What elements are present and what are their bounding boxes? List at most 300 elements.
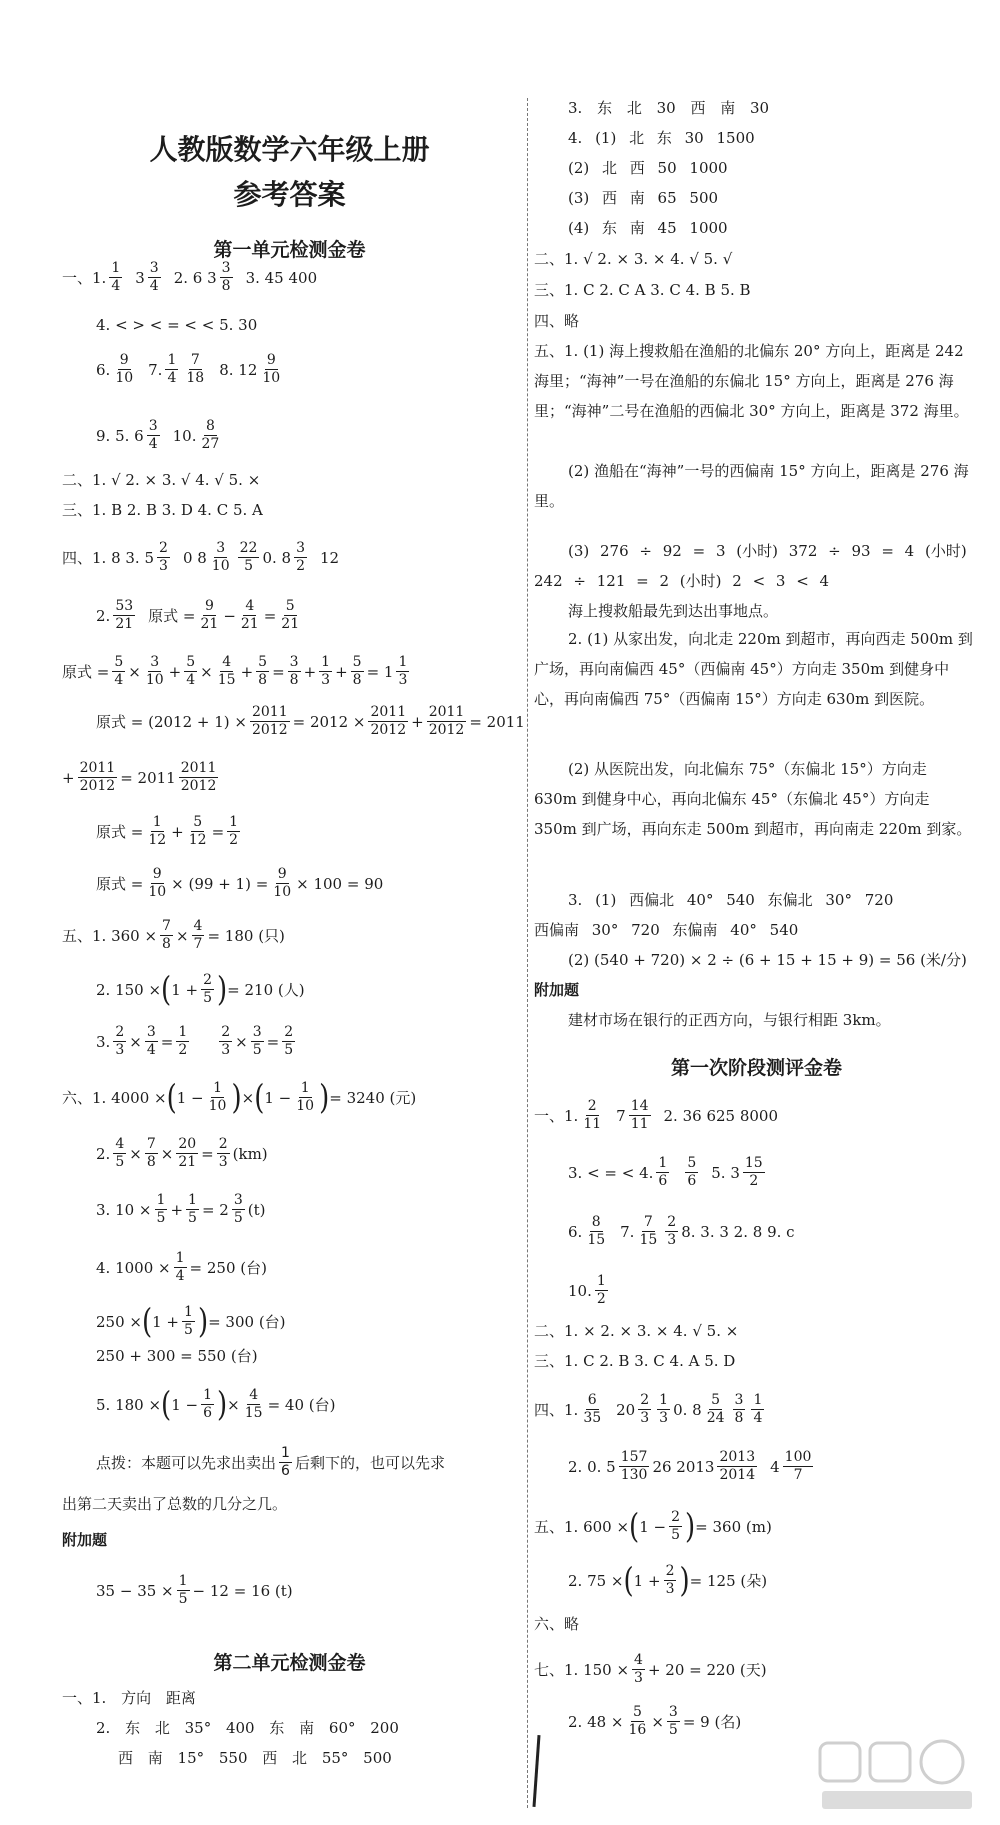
- denominator: 10: [296, 1098, 315, 1114]
- numerator: 7: [643, 1214, 653, 1230]
- answer-line: 2. 75 × ( 1 + $\frac{2}{3}$ ) = 125 (朵): [568, 1561, 768, 1600]
- numerator: 3: [233, 1192, 243, 1208]
- numerator: 9: [119, 352, 129, 368]
- hint-line: [96, 1445, 445, 1480]
- text: 二、1. √ 2. × 3. √ 4. √ 5. ×: [62, 471, 261, 489]
- numerator: 15: [744, 1155, 763, 1171]
- text: 3.: [96, 1032, 111, 1051]
- fraction: [232, 1192, 245, 1227]
- fraction: [396, 654, 409, 689]
- fraction: [201, 972, 214, 1007]
- answer-line: [96, 1250, 267, 1285]
- numerator: 5: [193, 814, 203, 830]
- answer-line: [62, 918, 285, 953]
- numerator: 5: [711, 1392, 721, 1408]
- column-divider: [527, 98, 528, 1808]
- denominator: 2: [296, 558, 305, 574]
- text: 四、1.: [534, 1400, 579, 1419]
- numerator: 4: [634, 1652, 643, 1668]
- text: 1 −: [264, 1088, 292, 1107]
- denominator: 4: [167, 370, 177, 386]
- numerator: 7: [190, 352, 200, 368]
- text: 海上搜救船最先到达出事地点。: [568, 602, 779, 620]
- fraction: [243, 1387, 265, 1422]
- numerator: 1: [281, 1445, 290, 1461]
- fraction: [176, 1024, 189, 1059]
- text: 1 +: [152, 1312, 180, 1331]
- numerator: 2011: [180, 760, 217, 776]
- hint-text: 点拨：本题可以先求出卖出: [96, 1453, 277, 1472]
- denominator: 10: [115, 370, 134, 386]
- numerator: 4: [245, 598, 255, 614]
- denominator: 21: [200, 616, 219, 632]
- answer-line: [534, 1098, 778, 1133]
- text: ×: [175, 926, 189, 945]
- fraction: [227, 814, 240, 849]
- text: 2.: [96, 1144, 111, 1163]
- denominator: 21: [178, 1154, 197, 1170]
- text: 四、1. 8 3. 5: [62, 548, 155, 567]
- numerator: 1: [203, 1387, 213, 1403]
- numerator: 3: [289, 654, 299, 670]
- denominator: 12: [188, 832, 207, 848]
- numerator: 1: [184, 1304, 193, 1320]
- numerator: 7: [162, 918, 171, 934]
- page-title: 人教版数学六年级上册: [149, 133, 430, 166]
- text: +: [335, 662, 348, 681]
- text: ×: [227, 1395, 240, 1414]
- denominator: 2: [749, 1173, 759, 1189]
- denominator: 5: [203, 990, 213, 1006]
- text: 原式 =: [148, 606, 196, 625]
- answer-line: [568, 1273, 611, 1308]
- section-heading-unit-2: 第二单元检测金卷: [213, 1652, 366, 1674]
- fraction: [113, 352, 135, 387]
- numerator: 53: [115, 598, 134, 614]
- numerator: 1: [156, 1192, 166, 1208]
- denominator: 5: [184, 1322, 193, 1338]
- numerator: 3: [252, 1024, 262, 1040]
- fraction: [148, 260, 161, 295]
- watermark-logo: [812, 1735, 982, 1815]
- text: 1 +: [633, 1571, 661, 1590]
- text: 0. 8: [262, 548, 292, 567]
- page-subtitle: 参考答案: [233, 178, 346, 211]
- denominator: 5: [671, 1527, 681, 1543]
- fraction: [319, 654, 332, 689]
- answer-line: [568, 218, 728, 238]
- fraction: [250, 704, 290, 739]
- denominator: 4: [111, 278, 121, 294]
- denominator: 3: [321, 672, 331, 688]
- text: 一、1.: [534, 1106, 579, 1125]
- denominator: 8: [221, 278, 231, 294]
- fraction: [669, 1509, 682, 1544]
- text: 20: [616, 1400, 636, 1419]
- answer-line: [568, 1449, 816, 1484]
- numerator: 2: [284, 1024, 294, 1040]
- fraction: [112, 654, 125, 689]
- fraction: [427, 704, 467, 739]
- denominator: 5: [252, 1042, 262, 1058]
- hint-line: [62, 1494, 287, 1514]
- section-heading-stage-1: 第一次阶段测评金卷: [670, 1057, 842, 1079]
- text: 0 8: [182, 548, 207, 567]
- text: 12: [320, 548, 340, 567]
- text: =: [266, 1032, 280, 1051]
- text: =: [201, 1144, 214, 1163]
- answer-line: [568, 601, 778, 621]
- fraction: [144, 654, 166, 689]
- denominator: 5: [188, 1210, 197, 1226]
- text: (3) 西 南 65 500: [568, 189, 719, 207]
- text: 6.: [568, 1222, 583, 1241]
- numerator: 6: [587, 1392, 597, 1408]
- text: 3. 45 400: [245, 268, 318, 287]
- fraction: [192, 918, 205, 953]
- numerator: 1: [658, 1155, 668, 1171]
- fraction: [179, 760, 219, 795]
- numerator: 1: [596, 1273, 606, 1289]
- text: = 360 (m): [695, 1517, 772, 1536]
- denominator: 12: [148, 832, 167, 848]
- denominator: 11: [583, 1116, 602, 1132]
- fraction: [717, 1449, 757, 1484]
- text: = 300 (台): [208, 1312, 286, 1331]
- text: =: [211, 822, 225, 841]
- text: 六、略: [534, 1615, 580, 1633]
- denominator: 4: [146, 1042, 156, 1058]
- denominator: 5: [178, 1591, 188, 1607]
- text: (t): [247, 1200, 266, 1219]
- fraction: [685, 1155, 698, 1190]
- text: 9. 5. 6: [96, 426, 144, 445]
- text: 3. (1) 西偏北 40° 540 东偏北 30° 720: [568, 891, 894, 909]
- numerator: 2011: [428, 704, 465, 720]
- text: 6.: [96, 360, 111, 379]
- answer-line: [568, 1704, 741, 1739]
- denominator: 21: [115, 616, 134, 632]
- fraction: [113, 1136, 126, 1171]
- numerator: 1: [152, 814, 162, 830]
- hint-text: 后剩下的，也可以先求: [294, 1453, 445, 1472]
- text: 2. 48 ×: [568, 1712, 624, 1731]
- text: 35 − 35 ×: [96, 1581, 174, 1600]
- fraction: [279, 598, 301, 633]
- fraction: [282, 1024, 295, 1059]
- fraction: [656, 1155, 669, 1190]
- answer-line: [96, 352, 285, 387]
- numerator: 9: [277, 866, 287, 882]
- answer-line: [62, 1688, 196, 1708]
- text: 7: [616, 1106, 626, 1125]
- text: + 20 = 220 (天): [647, 1660, 767, 1679]
- answer-paragraph: 五、1. (1) 海上搜救船在渔船的北偏东 20° 方向上，距离是 242 海里；“海神”一号在渔船的东偏北 15° 方向上，距离是 276 海里；“海神”二号在渔船的西偏北 30° 方向上，距离是 372 海里。: [534, 342, 969, 420]
- answer-line: [62, 260, 317, 295]
- denominator: 8: [258, 672, 268, 688]
- answer-line: [62, 470, 260, 490]
- fraction: [198, 598, 220, 633]
- numerator: 157: [620, 1449, 648, 1465]
- text: 2.: [96, 606, 111, 625]
- text: −: [223, 606, 236, 625]
- numerator: 2013: [719, 1449, 756, 1465]
- numerator: 5: [352, 654, 362, 670]
- answer-line: 五、1. 600 × ( 1 − $\frac{2}{5}$ ) = 360 (m): [534, 1507, 772, 1546]
- fraction: [78, 760, 118, 795]
- denominator: 5: [233, 1210, 243, 1226]
- numerator: 1: [398, 654, 408, 670]
- denominator: 2012: [428, 722, 465, 738]
- denominator: 2014: [719, 1467, 756, 1483]
- numerator: 3: [668, 1704, 678, 1720]
- text: ×: [129, 1144, 142, 1163]
- fraction: [147, 418, 160, 453]
- denominator: 11: [630, 1116, 649, 1132]
- text: 4: [770, 1457, 780, 1476]
- answer-line: [96, 418, 224, 453]
- text: (2) (540 + 720) × 2 ÷ (6 + 15 + 15 + 9) = 56 (米/分): [568, 951, 967, 969]
- text: 原式 =: [62, 662, 110, 681]
- fraction: [743, 1155, 765, 1190]
- text: = 3240 (元): [329, 1088, 417, 1107]
- numerator: 9: [152, 866, 162, 882]
- denominator: 5: [244, 558, 253, 574]
- answer-line: [534, 249, 732, 269]
- denominator: 27: [201, 436, 220, 452]
- fraction: [629, 1098, 651, 1133]
- extra-question-label: 附加题: [62, 1531, 108, 1549]
- fraction: [157, 540, 170, 575]
- text: 2. 6 3: [173, 268, 217, 287]
- fraction: [351, 654, 364, 689]
- answer-line: [568, 188, 718, 208]
- denominator: 16: [628, 1722, 647, 1738]
- text: 2. 0. 5: [568, 1457, 616, 1476]
- answer-line: [62, 500, 263, 520]
- fraction: [184, 654, 197, 689]
- section-heading-unit-1: 第一单元检测金卷: [213, 239, 366, 261]
- denominator: 4: [186, 672, 196, 688]
- fraction: [113, 1024, 126, 1059]
- fraction: [751, 1392, 764, 1427]
- text: 3. 10 ×: [96, 1200, 152, 1219]
- denominator: 3: [640, 1410, 650, 1426]
- text: 三、1. C 2. C A 3. C 4. B 5. B: [534, 281, 751, 299]
- text: = 2012 ×: [292, 712, 366, 731]
- numerator: 2: [221, 1024, 231, 1040]
- answer-line: 2. 150 × ( 1 + $\frac{2}{5}$ ) = 210 (人): [96, 970, 305, 1009]
- text: 1 −: [176, 1088, 204, 1107]
- numerator: 2: [203, 972, 213, 988]
- text: 8. 12: [219, 360, 258, 379]
- fraction: [595, 1273, 608, 1308]
- numerator: 8: [591, 1214, 601, 1230]
- text: (2) 北 西 50 1000: [568, 159, 728, 177]
- fraction: [368, 704, 408, 739]
- denominator: 3: [218, 1154, 228, 1170]
- fraction: [219, 1024, 232, 1059]
- fraction: [294, 540, 307, 575]
- answer-line: [534, 1321, 738, 1341]
- answer-line: [62, 654, 412, 689]
- fraction: [637, 1214, 659, 1249]
- hint-text: 出第二天卖出了总数的几分之几。: [62, 1495, 288, 1513]
- denominator: 7: [793, 1467, 803, 1483]
- text: +: [62, 768, 75, 787]
- text: 1 +: [171, 980, 199, 999]
- answer-line: [96, 598, 304, 633]
- fraction: [210, 540, 232, 575]
- text: 7.: [148, 360, 163, 379]
- answer-paragraph: 2. (1) 从家出发，向北走 220m 到超市，再向西走 500m 到广场，再向南偏西 45°（西偏南 45°）方向走 350m 到健身中心，再向南偏西 75°（西偏南 15°）方向走 630m 到医院。: [534, 630, 973, 708]
- numerator: 5: [114, 654, 124, 670]
- denominator: 4: [114, 672, 124, 688]
- fraction: [174, 1250, 187, 1285]
- text: +: [303, 662, 317, 681]
- answer-line: [96, 1573, 293, 1608]
- text: 1 −: [171, 1395, 199, 1414]
- fraction: [239, 598, 261, 633]
- answer-line: [568, 541, 967, 561]
- text: 二、1. × 2. × 3. × 4. √ 5. ×: [534, 1322, 739, 1340]
- text: 西 南 15° 550 西 北 55° 500: [118, 1749, 392, 1767]
- denominator: 4: [753, 1410, 763, 1426]
- fraction: [288, 654, 301, 689]
- fraction: [632, 1652, 645, 1687]
- denominator: 15: [217, 672, 236, 688]
- denominator: 15: [244, 1405, 263, 1421]
- denominator: 10: [262, 370, 281, 386]
- text: =: [272, 662, 285, 681]
- answer-line: [96, 1346, 258, 1366]
- text: +: [170, 1200, 184, 1219]
- numerator: 4: [115, 1136, 125, 1152]
- numerator: 5: [186, 654, 196, 670]
- answer-line: 5. 180 × ( 1 − $\frac{1}{6}$ ) × $\frac{4}{15}$ = 40 (台): [96, 1385, 336, 1424]
- fraction: [705, 1392, 727, 1427]
- fraction: [664, 1563, 677, 1598]
- text: 5. 180 ×: [96, 1395, 162, 1414]
- numerator: 1: [178, 1024, 188, 1040]
- text: = 2011: [120, 768, 176, 787]
- text: 4. 1000 ×: [96, 1258, 171, 1277]
- denominator: 2012: [180, 778, 217, 794]
- fraction: [638, 1392, 651, 1427]
- denominator: 130: [620, 1467, 648, 1483]
- numerator: 2: [665, 1563, 675, 1579]
- text: (3) 276 ÷ 92 = 3 (小时) 372 ÷ 93 = 4 (小时): [568, 542, 967, 560]
- denominator: 3: [115, 1042, 125, 1058]
- numerator: 1: [229, 814, 239, 830]
- text: = 9 (名): [682, 1712, 742, 1731]
- numerator: 5: [285, 598, 295, 614]
- denominator: 24: [706, 1410, 725, 1426]
- fraction: [733, 1392, 746, 1427]
- text: = 40 (台): [267, 1395, 336, 1414]
- denominator: 8: [352, 672, 362, 688]
- fraction: [177, 1573, 190, 1608]
- fraction: [294, 1080, 316, 1115]
- denominator: 8: [734, 1410, 744, 1426]
- fraction: [176, 1136, 198, 1171]
- text: 二、1. √ 2. × 3. × 4. √ 5. √: [534, 250, 733, 268]
- text: 2. 东 北 35° 400 东 南 60° 200: [96, 1719, 399, 1737]
- fraction: [260, 352, 282, 387]
- text: 2. 36 625 8000: [663, 1106, 779, 1125]
- text: ×: [200, 662, 213, 681]
- text: +: [240, 662, 254, 681]
- text: 六、1. 4000 ×: [62, 1088, 167, 1107]
- fraction: [581, 1098, 603, 1133]
- numerator: 1: [111, 260, 121, 276]
- fraction: [585, 1214, 607, 1249]
- numerator: 3: [216, 540, 226, 556]
- denominator: 3: [159, 558, 168, 574]
- text: 0. 8: [673, 1400, 702, 1419]
- text: 原式 = (2012 + 1) ×: [96, 712, 247, 731]
- text: 3. < = < 4.: [568, 1163, 654, 1182]
- denominator: 10: [148, 884, 167, 900]
- denominator: 21: [281, 616, 300, 632]
- numerator: 1: [188, 1192, 197, 1208]
- fraction: [667, 1704, 680, 1739]
- answer-line: [96, 814, 243, 849]
- numerator: 100: [784, 1449, 812, 1465]
- text: 4. (1) 北 东 30 1500: [568, 129, 755, 147]
- answer-line: [96, 704, 525, 739]
- text: 三、1. C 2. B 3. C 4. A 5. D: [534, 1352, 736, 1370]
- numerator: 5: [258, 654, 268, 670]
- numerator: 20: [178, 1136, 197, 1152]
- numerator: 4: [193, 918, 203, 934]
- denominator: 18: [186, 370, 205, 386]
- answer-line: [118, 1748, 392, 1768]
- denominator: 2012: [251, 722, 288, 738]
- fraction: [113, 598, 135, 633]
- numerator: 2: [218, 1136, 228, 1152]
- numerator: 5: [632, 1704, 642, 1720]
- numerator: 1: [753, 1392, 763, 1408]
- fraction: [145, 1024, 158, 1059]
- answer-line: [568, 128, 755, 148]
- numerator: 2011: [79, 760, 116, 776]
- text: − 12 = 16 (t): [192, 1581, 293, 1600]
- answer-line: [534, 280, 751, 300]
- text: 2. 75 ×: [568, 1571, 624, 1590]
- text: 250 ×: [96, 1312, 142, 1331]
- numerator: 3: [148, 418, 158, 434]
- denominator: 2: [178, 1042, 188, 1058]
- text: × 100 = 90: [296, 874, 384, 893]
- text: 七、1. 150 ×: [534, 1660, 630, 1679]
- numerator: 3: [734, 1392, 744, 1408]
- text: 4. < > < = < < 5. 30: [96, 316, 258, 334]
- text: 26 2013: [652, 1457, 715, 1476]
- denominator: 8: [146, 1154, 156, 1170]
- fraction: [783, 1449, 814, 1484]
- denominator: 3: [667, 1232, 677, 1248]
- fraction: [581, 1392, 603, 1427]
- text: 一、1. 方向 距离: [62, 1689, 196, 1707]
- text: (km): [232, 1144, 268, 1163]
- text: 原式 =: [96, 874, 144, 893]
- fraction: [201, 1387, 214, 1422]
- answer-line: [96, 315, 257, 335]
- fraction: [155, 1192, 168, 1227]
- denominator: 8: [162, 936, 171, 952]
- fraction: [619, 1449, 650, 1484]
